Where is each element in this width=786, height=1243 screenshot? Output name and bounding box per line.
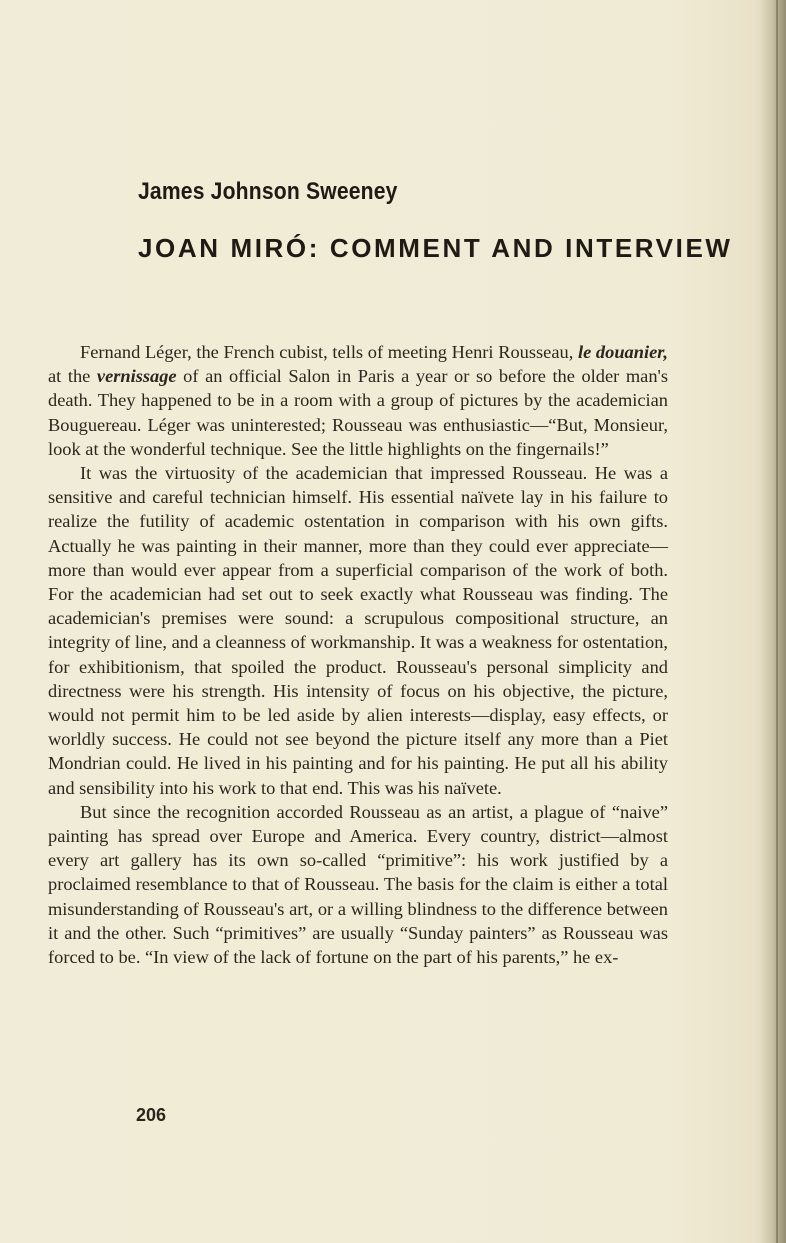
author-name: James Johnson Sweeney [138, 178, 398, 205]
paragraph-1-text-c: of an official Salon in Paris a year or so before the older man's death. They happened to be in a room with a group of pictures by the academician Bouguereau. Léger was uninterested; Rousseau was enthusiastic—“But, Monsieur, look at the wonderful technique. See the little highlights on the fingernails!” [48, 366, 668, 459]
page-number: 206 [136, 1105, 167, 1125]
paragraph-2: It was the virtuosity of the academician that impressed Rousseau. He was a sensitive and careful technician himself. His essential naïvete lay in his failure to realize the futility of academic ostentation in comparison with his own gifts. Actually he was painting in their manner, more than they could ever appreciate—more than would ever appear from a superficial comparison of the work of both. For the academician had set out to seek exactly what Rousseau was finding. The academician's premises were sound: a scrupulous compositional structure, an integrity of line, and a cleanness of workmanship. It was a weakness for ostentation, for exhibitionism, that spoiled the product. Rousseau's personal simplicity and directness were his strength. His intensity of focus on his objective, the picture, would not permit him to be led aside by alien interests—display, easy effects, or worldly success. He could not see beyond the picture itself any more than a Piet Mondrian could. He lived in his painting and for his painting. He put all his ability and sensibility into his work to that end. This was his naïvete. [48, 463, 669, 798]
page-edge-shadow [760, 0, 786, 1243]
chapter-title: JOAN MIRÓ: COMMENT AND INTERVIEW [138, 233, 733, 263]
body-text [48, 340, 668, 969]
paragraph-1-emphasis-douanier: le douanier, [577, 342, 668, 362]
paragraph-1 [48, 340, 668, 461]
paragraph-1-emphasis-vernissage: vernissage [96, 366, 177, 387]
paragraph-1-text-b: at the [48, 366, 97, 387]
page-edge-line [776, 0, 778, 1243]
paragraph-1-text-a: Fernand Léger, the French cubist, tells of meeting Henri Rousseau, [80, 342, 578, 362]
paragraph-3: But since the recognition accorded Rousseau as an artist, a plague of “naive” painting has spread over Europe and America. Every country, district—almost every art gallery has its own so-called “primitive”: his work justified by a proclaimed resemblance to that of Rousseau. The basis for the claim is either a total misunderstanding of Rousseau's art, or a willing blindness to the difference between it and the other. Such “primitives” are usually “Sunday painters” as Rousseau was forced to be. “In view of the lack of fortune on the part of his parents,” he ex- [48, 801, 668, 968]
